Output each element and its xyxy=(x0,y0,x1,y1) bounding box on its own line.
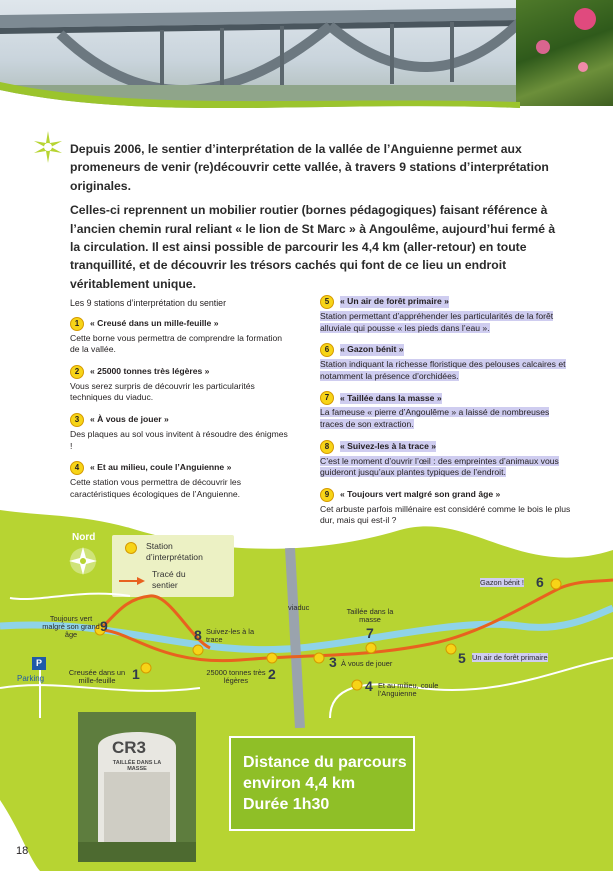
header-photo-band xyxy=(0,0,613,110)
intro-paragraph-1: Depuis 2006, le sentier d’interprétation de la vallée de l’Anguienne permet aux promeneurs de venir (re)découvrir cette vallée, à travers 9 stations d’interprétation originales. xyxy=(70,142,549,193)
station-badge: 5 xyxy=(320,295,334,309)
map-number-5: 5 xyxy=(458,650,466,666)
stations-list-title: Les 9 stations d’interprétation du sentier xyxy=(70,298,226,308)
marker-illustration xyxy=(78,712,196,862)
station-description: Des plaques au sol vous invitent à résoudre des énigmes ! xyxy=(70,428,288,451)
station-title: « Gazon bénit » xyxy=(340,344,404,355)
map-number-7: 7 xyxy=(366,625,374,641)
stations-list-right xyxy=(320,295,572,536)
map-label-station-5 xyxy=(472,654,548,662)
station-marker-photo xyxy=(78,712,196,862)
map-label-station-6-text: Gazon bénit ! xyxy=(480,578,524,587)
parking-icon: P xyxy=(32,657,46,670)
station-8 xyxy=(320,440,572,479)
station-badge: 2 xyxy=(70,365,84,379)
station-title: « Suivez-les à la trace » xyxy=(340,440,437,451)
stations-list-left xyxy=(70,298,290,509)
flower-shape xyxy=(574,8,596,30)
station-description: Station indiquant la richesse floristique des pelouses calcaires et notamment la présence d’orchidées. xyxy=(320,359,566,381)
page-number: 18 xyxy=(16,845,29,857)
map-label-station-5-text: Un air de forêt primaire xyxy=(472,653,548,662)
map-label-station-8: Suivez-les à la trace xyxy=(206,627,255,644)
station-title: « Taillée dans la masse » xyxy=(340,392,442,403)
map-label-station-7: Taillée dans la masse xyxy=(346,607,394,624)
distance-line-2: environ 4,4 km xyxy=(243,775,356,792)
station-badge: 8 xyxy=(320,440,334,454)
legend-trail-label: Tracé du sentier xyxy=(152,569,186,590)
station-title: « À vous de jouer » xyxy=(90,414,169,425)
station-description: La fameuse « pierre d’Angoulême » a laissé de nombreuses traces de son extraction. xyxy=(320,407,550,429)
map-number-1: 1 xyxy=(132,666,140,682)
station-badge: 9 xyxy=(320,488,334,502)
map-label-station-1: Creusée dans un mille-feuille xyxy=(68,668,126,685)
station-description: Vous serez surpris de découvrir les particularités techniques du viaduc. xyxy=(70,380,255,403)
station-badge: 1 xyxy=(70,317,84,331)
distance-info-box xyxy=(229,736,415,831)
station-title: « 25000 tonnes très légères » xyxy=(90,365,210,376)
station-title: « Toujours vert malgré son grand âge » xyxy=(340,488,501,499)
distance-line-1: Distance du parcours xyxy=(243,754,407,771)
map-label-station-9: Toujours vert malgré son grand âge xyxy=(42,614,100,639)
station-title: « Creusé dans un mille-feuille » xyxy=(90,317,219,328)
station-description: C’est le moment d’ouvrir l’œil : des empreintes d’animaux vous guideront jusqu’aux plantes typiques de l’endroit. xyxy=(320,455,559,478)
map-label-station-3: À vous de jouer xyxy=(341,659,393,668)
station-description: Cette borne vous permettra de comprendre la formation de la vallée. xyxy=(70,332,283,355)
station-3 xyxy=(70,413,290,452)
station-7 xyxy=(320,391,572,430)
header-wave xyxy=(0,60,613,110)
station-description: Station permettant d’appréhender les particularités de la forêt alluviale qui pousse « les pieds dans l’eau ». xyxy=(320,311,554,333)
station-badge: 7 xyxy=(320,391,334,405)
sparkle-icon xyxy=(32,131,64,163)
station-description: Cette station vous permettra de découvrir les caractéristiques écologiques de l’Anguienne. xyxy=(70,477,242,499)
map-number-9: 9 xyxy=(100,618,108,634)
station-2 xyxy=(70,365,290,404)
station-badge: 3 xyxy=(70,413,84,427)
intro-paragraph-2: Celles-ci reprennent un mobilier routier (bornes pédagogiques) faisant référence à l’ancien chemin rural reliant « le lion de St Marc » à Angoulême, aujourd’hui fermé à la circulation. Il est ainsi possible de parcourir les 4,4 km (aller-retour) en toute tranquillité, et de découvrir les trésors cachés qui font de ce lieu un endroit véritablement unique. xyxy=(70,203,556,291)
map-number-4: 4 xyxy=(365,678,373,694)
station-description: Cet arbuste parfois millénaire est considéré comme le bois le plus dur, mais qui est-il ? xyxy=(320,503,571,526)
station-6 xyxy=(320,343,572,382)
intro-text xyxy=(70,140,560,293)
station-4 xyxy=(70,461,290,500)
station-badge: 4 xyxy=(70,461,84,475)
parking-label: Parking xyxy=(17,674,45,683)
station-title: « Un air de forêt primaire » xyxy=(340,296,449,307)
map-label-station-2: 25000 tonnes très légères xyxy=(206,668,266,685)
map-label-station-6 xyxy=(480,579,524,587)
viaduct-label: viaduc xyxy=(288,603,310,612)
map-number-3: 3 xyxy=(329,654,337,670)
station-5 xyxy=(320,295,572,334)
map-number-2: 2 xyxy=(268,666,276,682)
map-number-6: 6 xyxy=(536,574,544,590)
marker-code: CR3 xyxy=(112,738,147,757)
station-title: « Et au milieu, coule l’Anguienne » xyxy=(90,462,232,473)
marker-subtitle: TAILLÉE DANS LA MASSE xyxy=(112,760,162,772)
map-label-station-4: Et au milieu, coule l’Anguienne xyxy=(378,681,439,698)
map-number-8: 8 xyxy=(194,627,202,643)
distance-line-3: Durée 1h30 xyxy=(243,796,330,813)
flower-shape xyxy=(536,40,550,54)
north-label: Nord xyxy=(72,532,96,543)
legend-station-label: Station d’interprétation xyxy=(146,541,203,562)
station-badge: 6 xyxy=(320,343,334,357)
station-1 xyxy=(70,317,290,356)
